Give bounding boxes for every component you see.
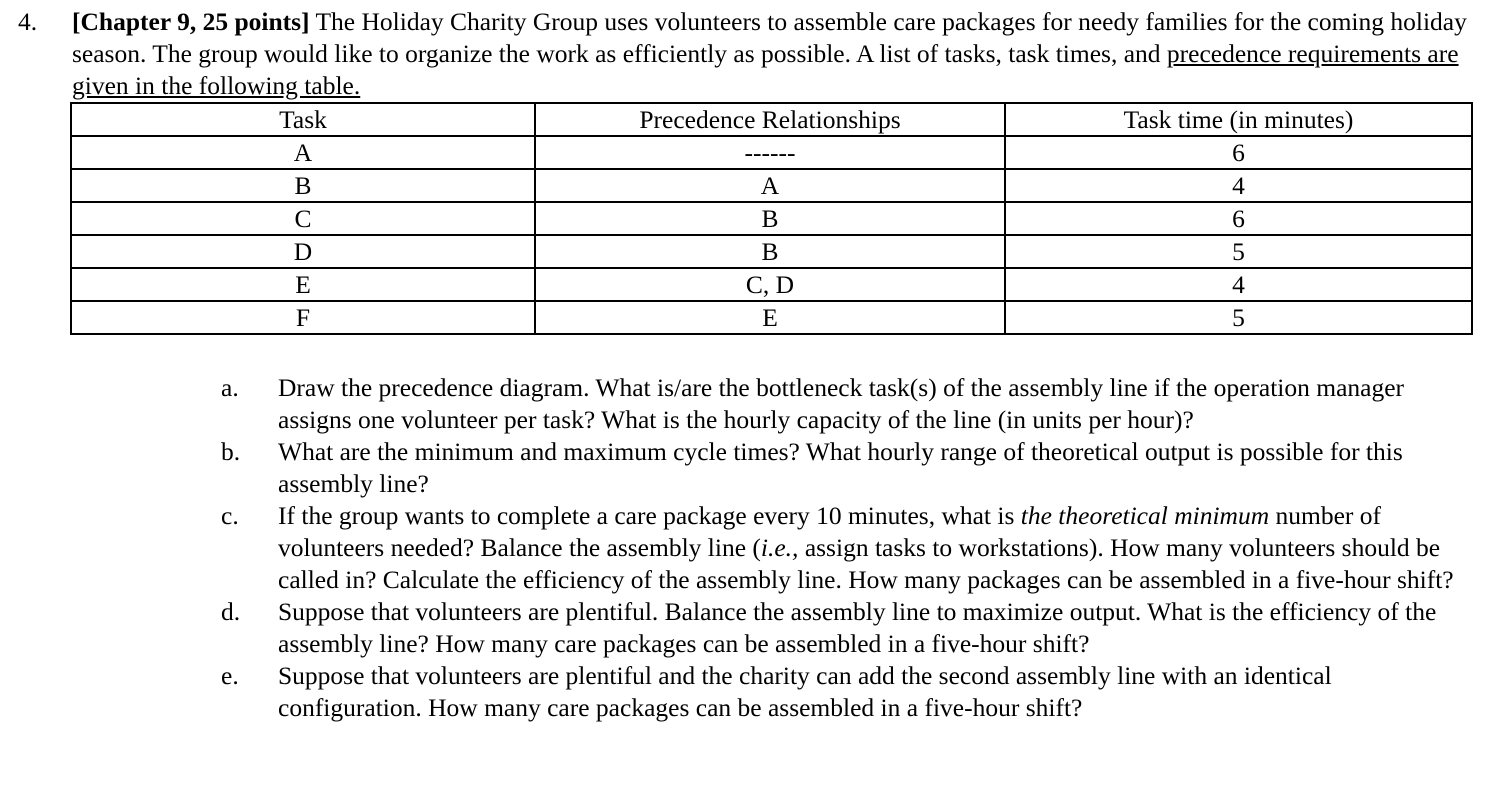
part-text: Suppose that volunteers are plentiful. Balance the assembly line to maximize output. What is the efficiency of the assembly line? How many care packages can be assembled in a five-hour shift? [278,597,1437,658]
part-c-text-3: assign tasks to workstations). How many volunteers should be called in? Calculate the efficiency of the assembly line. How many packages can be assembled in a five-hour shift? [278,533,1454,594]
cell-time: 4 [1005,268,1472,301]
part-b [0,436,1500,500]
cell-task: B [71,169,535,202]
part-e [0,660,1500,724]
part-c-text-1: If the group wants to complete a care package every 10 minutes, what is [278,501,1021,530]
table-row [71,268,1472,301]
table-row [71,235,1472,268]
part-c-italic-1: the theoretical minimum [1020,501,1270,530]
task-table [70,102,1473,335]
cell-precedence: B [535,235,1005,268]
part-a [0,372,1500,436]
question-text [72,6,1482,102]
part-label: c. [221,501,239,530]
cell-task: C [71,202,535,235]
question-intro-underlined: precedence requirements are given in the following table. [72,39,1459,100]
table-header-row [71,103,1472,136]
cell-task: F [71,301,535,334]
header-precedence: Precedence Relationships [535,103,1005,136]
cell-task: A [71,136,535,169]
cell-time: 5 [1005,301,1472,334]
question-number: 4. [18,7,38,36]
question-parts [0,372,1500,724]
part-text: Draw the precedence diagram. What is/are the bottleneck task(s) of the assembly line if the operation manager assigns one volunteer per task? What is the hourly capacity of the line (in units per hour)? [278,373,1405,434]
question-heading: [Chapter 9, 25 points] [72,7,310,36]
part-text: Suppose that volunteers are plentiful and the charity can add the second assembly line with an identical configuration. How many care packages can be assembled in a five-hour shift? [278,661,1332,722]
cell-task: E [71,268,535,301]
header-task-time: Task time (in minutes) [1005,103,1472,136]
table-row [71,136,1472,169]
cell-precedence: C, D [535,268,1005,301]
part-c [0,500,1500,596]
part-label: d. [221,597,241,626]
header-task: Task [71,103,535,136]
table-row [71,169,1472,202]
table-row [71,301,1472,334]
cell-time: 4 [1005,169,1472,202]
question-intro: The Holiday Charity Group uses volunteers to assemble care packages for needy families for the coming holiday season. The group would like to organize the work as efficiently as possible. A list of tasks, task times, and [72,7,1467,68]
part-d [0,596,1500,660]
cell-time: 5 [1005,235,1472,268]
cell-time: 6 [1005,136,1472,169]
part-c-italic-2: i.e., [760,533,799,562]
cell-precedence: A [535,169,1005,202]
part-label: a. [221,373,239,402]
cell-precedence: E [535,301,1005,334]
cell-precedence: B [535,202,1005,235]
cell-precedence: ------ [535,136,1005,169]
cell-time: 6 [1005,202,1472,235]
table-row [71,202,1472,235]
part-label: b. [221,437,241,466]
part-label: e. [221,661,239,690]
part-text: What are the minimum and maximum cycle times? What hourly range of theoretical output is possible for this assembly line? [278,437,1403,498]
part-c-text-2: number of volunteers needed? Balance the assembly line ( [278,501,1382,562]
cell-task: D [71,235,535,268]
part-text [278,500,1478,596]
